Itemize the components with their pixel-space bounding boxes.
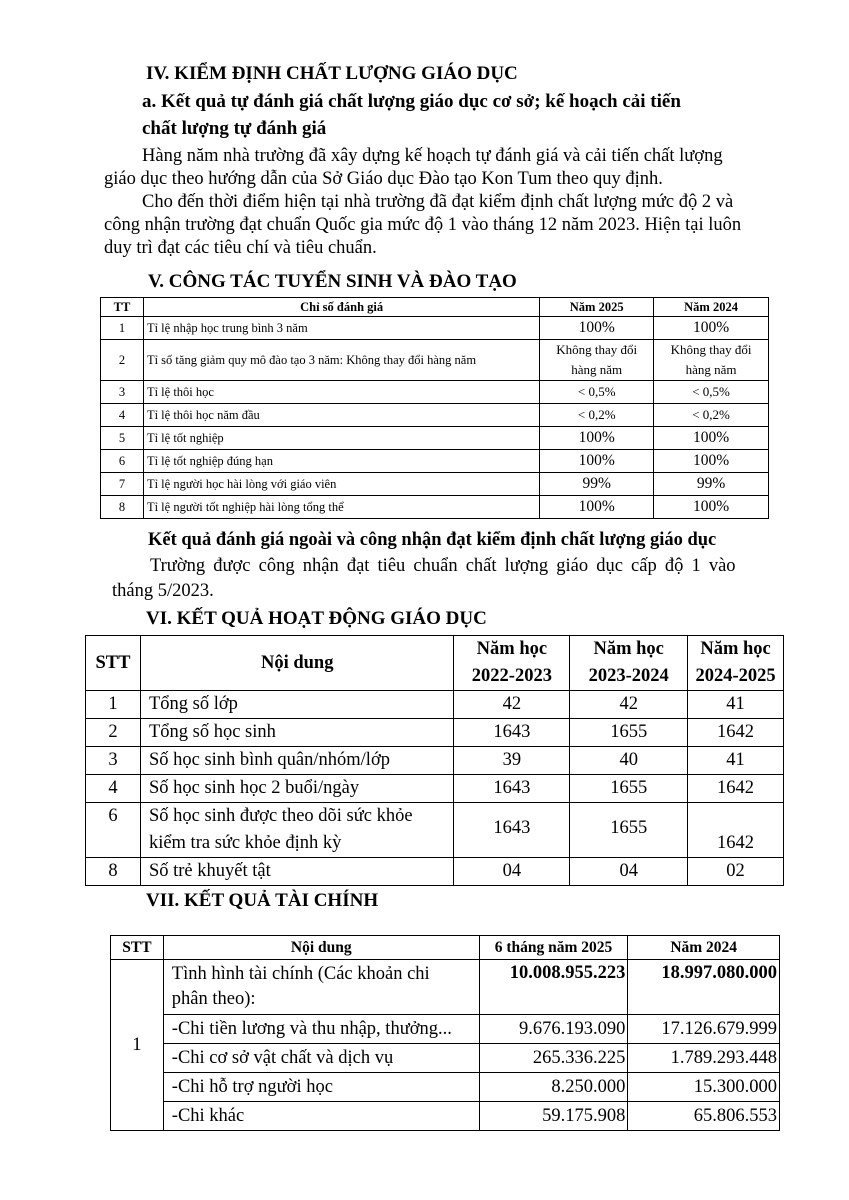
value-2025: 99% (540, 473, 654, 496)
row-label-line: Số học sinh được theo dõi sức khỏe (148, 806, 413, 826)
table-row (101, 317, 769, 340)
paragraph-line: Hàng năm nhà trường đã xây dựng kế hoạch tự đánh giá và cải tiến chất lượng (142, 146, 723, 166)
table-row (101, 340, 769, 381)
value-2024: Không thay đổi hàng năm (654, 340, 769, 381)
header-line: Năm học (700, 639, 771, 659)
table-row (86, 803, 784, 858)
row-label: Tỉ lệ thôi học (143, 381, 539, 404)
header-line: 2022-2023 (471, 666, 552, 686)
column-header-stt: STT (86, 636, 141, 691)
row-number: 2 (101, 340, 144, 381)
paragraph-line: giáo dục theo hướng dẫn của Sở Giáo dục Đào tạo Kon Tum theo quy định. (104, 169, 663, 189)
column-header-2024-2025 (688, 636, 784, 691)
section-4a-heading-line1: a. Kết quả tự đánh giá chất lượng giáo dục cơ sở; kế hoạch cải tiến (142, 91, 681, 112)
column-header: STT (111, 936, 164, 960)
value-2024: 65.806.553 (628, 1102, 780, 1131)
value-6-months-2025: 8.250.000 (479, 1073, 628, 1102)
row-label: -Chi cơ sở vật chất và dịch vụ (163, 1044, 479, 1073)
table-row (111, 1044, 780, 1073)
value-2024: 99% (654, 473, 769, 496)
table-row (101, 427, 769, 450)
paragraph-line: Cho đến thời điểm hiện tại nhà trường đã đạt kiểm định chất lượng mức độ 2 và (142, 192, 734, 212)
table-row (101, 473, 769, 496)
section-6-heading: VI. KẾT QUẢ HOẠT ĐỘNG GIÁO DỤC (146, 608, 487, 629)
row-label-line: kiểm tra sức khỏe định kỳ (148, 833, 342, 853)
header-line: 2024-2025 (695, 666, 776, 686)
value-2022-2023: 04 (454, 858, 570, 886)
row-label-text: -Chi tiền lương và thu nhập, thưởng... (171, 1018, 452, 1039)
column-header: TT (101, 298, 144, 317)
value-2024: 100% (654, 317, 769, 340)
table-row (86, 747, 784, 775)
row-number: 8 (86, 858, 141, 886)
row-label: -Chi hỗ trợ người học (163, 1073, 479, 1102)
row-label: Tỉ lệ người học hài lòng với giáo viên (143, 473, 539, 496)
column-header: Chỉ số đánh giá (143, 298, 539, 317)
table-row (101, 450, 769, 473)
row-number: 1 (101, 317, 144, 340)
table-header-row (101, 298, 769, 317)
row-number: 6 (86, 803, 141, 858)
table-header-row (111, 936, 780, 960)
value-2025: Không thay đổi hàng năm (540, 340, 654, 381)
value-2024-2025: 1642 (688, 803, 784, 858)
value-2023-2024: 1655 (570, 775, 688, 803)
paragraph-line: Trường được công nhận đạt tiêu chuẩn chất lượng giáo dục cấp độ 1 vào (150, 556, 736, 576)
row-number: 1 (111, 960, 164, 1131)
external-review-heading: Kết quả đánh giá ngoài và công nhận đạt kiểm định chất lượng giáo dục (148, 530, 717, 550)
column-header: Năm 2024 (654, 298, 769, 317)
section-7-heading: VII. KẾT QUẢ TÀI CHÍNH (146, 890, 379, 911)
value-2023-2024: 40 (570, 747, 688, 775)
value-2023-2024: 42 (570, 691, 688, 719)
value-2022-2023: 1643 (454, 719, 570, 747)
value-2025: 100% (540, 317, 654, 340)
value-6-months-2025: 10.008.955.223 (479, 960, 628, 1015)
row-number: 8 (101, 496, 144, 519)
value-2022-2023: 1643 (454, 775, 570, 803)
section-5-heading: V. CÔNG TÁC TUYỂN SINH VÀ ĐÀO TẠO (148, 271, 517, 292)
finance-table (110, 935, 780, 1131)
value-2024: 17.126.679.999 (628, 1015, 780, 1044)
row-number: 3 (86, 747, 141, 775)
row-label: -Chi khác (163, 1102, 479, 1131)
row-label: Tỉ lệ người tốt nghiệp hài lòng tổng thể (143, 496, 539, 519)
table-row (101, 404, 769, 427)
row-label-line: Tình hình tài chính (Các khoản chi (171, 964, 430, 984)
value-6-months-2025: 59.175.908 (479, 1102, 628, 1131)
header-line: Năm học (476, 639, 548, 659)
table-row (111, 1073, 780, 1102)
row-number: 6 (101, 450, 144, 473)
value-2025: 100% (540, 450, 654, 473)
value-2024: 100% (654, 450, 769, 473)
row-label-line: phân theo): (171, 989, 256, 1009)
value-2024: 15.300.000 (628, 1073, 780, 1102)
value-2024-2025: 41 (688, 691, 784, 719)
row-label: Tỉ lệ thôi học năm đầu (143, 404, 539, 427)
value-2024: 18.997.080.000 (628, 960, 780, 1015)
table-row (111, 1102, 780, 1131)
row-number: 4 (101, 404, 144, 427)
value-2024-2025: 41 (688, 747, 784, 775)
value-2025: < 0,5% (540, 381, 654, 404)
value-2024-2025: 1642 (688, 719, 784, 747)
header-line: 2023-2024 (588, 666, 669, 686)
value-2022-2023: 42 (454, 691, 570, 719)
table-row (86, 775, 784, 803)
header-line: Năm học (593, 639, 664, 659)
value-2023-2024: 04 (570, 858, 688, 886)
row-number: 4 (86, 775, 141, 803)
row-label: Tổng số lớp (140, 691, 454, 719)
row-number: 1 (86, 691, 141, 719)
row-label: Tổng số học sinh (140, 719, 454, 747)
row-number: 5 (101, 427, 144, 450)
row-label: Tỉ lệ nhập học trung bình 3 năm (143, 317, 539, 340)
value-6-months-2025: 9.676.193.090 (479, 1015, 628, 1044)
section-4-heading: IV. KIỂM ĐỊNH CHẤT LƯỢNG GIÁO DỤC (146, 63, 518, 84)
row-label (140, 803, 454, 858)
row-number: 3 (101, 381, 144, 404)
table-row (86, 691, 784, 719)
section-4a-heading-line2: chất lượng tự đánh giá (142, 118, 327, 139)
row-label: Số học sinh bình quân/nhóm/lớp (140, 747, 454, 775)
value-2024-2025: 1642 (688, 775, 784, 803)
row-label (163, 960, 479, 1015)
value-2024: 100% (654, 496, 769, 519)
table-row (111, 1015, 780, 1044)
row-label: Số trẻ khuyết tật (140, 858, 454, 886)
education-results-table (85, 635, 784, 886)
column-header: Nội dung (163, 936, 479, 960)
row-label: Tỉ lệ tốt nghiệp (143, 427, 539, 450)
table-row (86, 719, 784, 747)
table-row (101, 381, 769, 404)
paragraph-line: tháng 5/2023. (112, 581, 214, 601)
column-header: Năm 2024 (628, 936, 780, 960)
value-2024: < 0,5% (654, 381, 769, 404)
value-2022-2023: 39 (454, 747, 570, 775)
value-2024: < 0,2% (654, 404, 769, 427)
value-2024-2025: 02 (688, 858, 784, 886)
value-2024: 100% (654, 427, 769, 450)
value-2025: 100% (540, 496, 654, 519)
value-2024: 1.789.293.448 (628, 1044, 780, 1073)
row-label: Tỉ lệ tốt nghiệp đúng hạn (143, 450, 539, 473)
value-2022-2023: 1643 (454, 803, 570, 858)
enrollment-table (100, 297, 769, 519)
row-label: Số học sinh học 2 buổi/ngày (140, 775, 454, 803)
row-label (163, 1015, 479, 1044)
column-header: 6 tháng năm 2025 (479, 936, 628, 960)
table-row (86, 858, 784, 886)
value-2025: < 0,2% (540, 404, 654, 427)
row-label: Tỉ số tăng giảm quy mô đào tạo 3 năm: Không thay đổi hàng năm (143, 340, 539, 381)
value-2023-2024: 1655 (570, 803, 688, 858)
paragraph-line: công nhận trường đạt chuẩn Quốc gia mức độ 1 vào tháng 12 năm 2023. Hiện tại luôn (104, 215, 742, 235)
column-header-2022-2023 (454, 636, 570, 691)
row-number: 2 (86, 719, 141, 747)
value-6-months-2025: 265.336.225 (479, 1044, 628, 1073)
column-header-2023-2024 (570, 636, 688, 691)
row-number: 7 (101, 473, 144, 496)
table-header-row (86, 636, 784, 691)
table-row (111, 960, 780, 1015)
value-2023-2024: 1655 (570, 719, 688, 747)
column-header: Năm 2025 (540, 298, 654, 317)
value-2025: 100% (540, 427, 654, 450)
paragraph-line: duy trì đạt các tiêu chí và tiêu chuẩn. (104, 238, 377, 258)
table-row (101, 496, 769, 519)
column-header-content: Nội dung (140, 636, 454, 691)
